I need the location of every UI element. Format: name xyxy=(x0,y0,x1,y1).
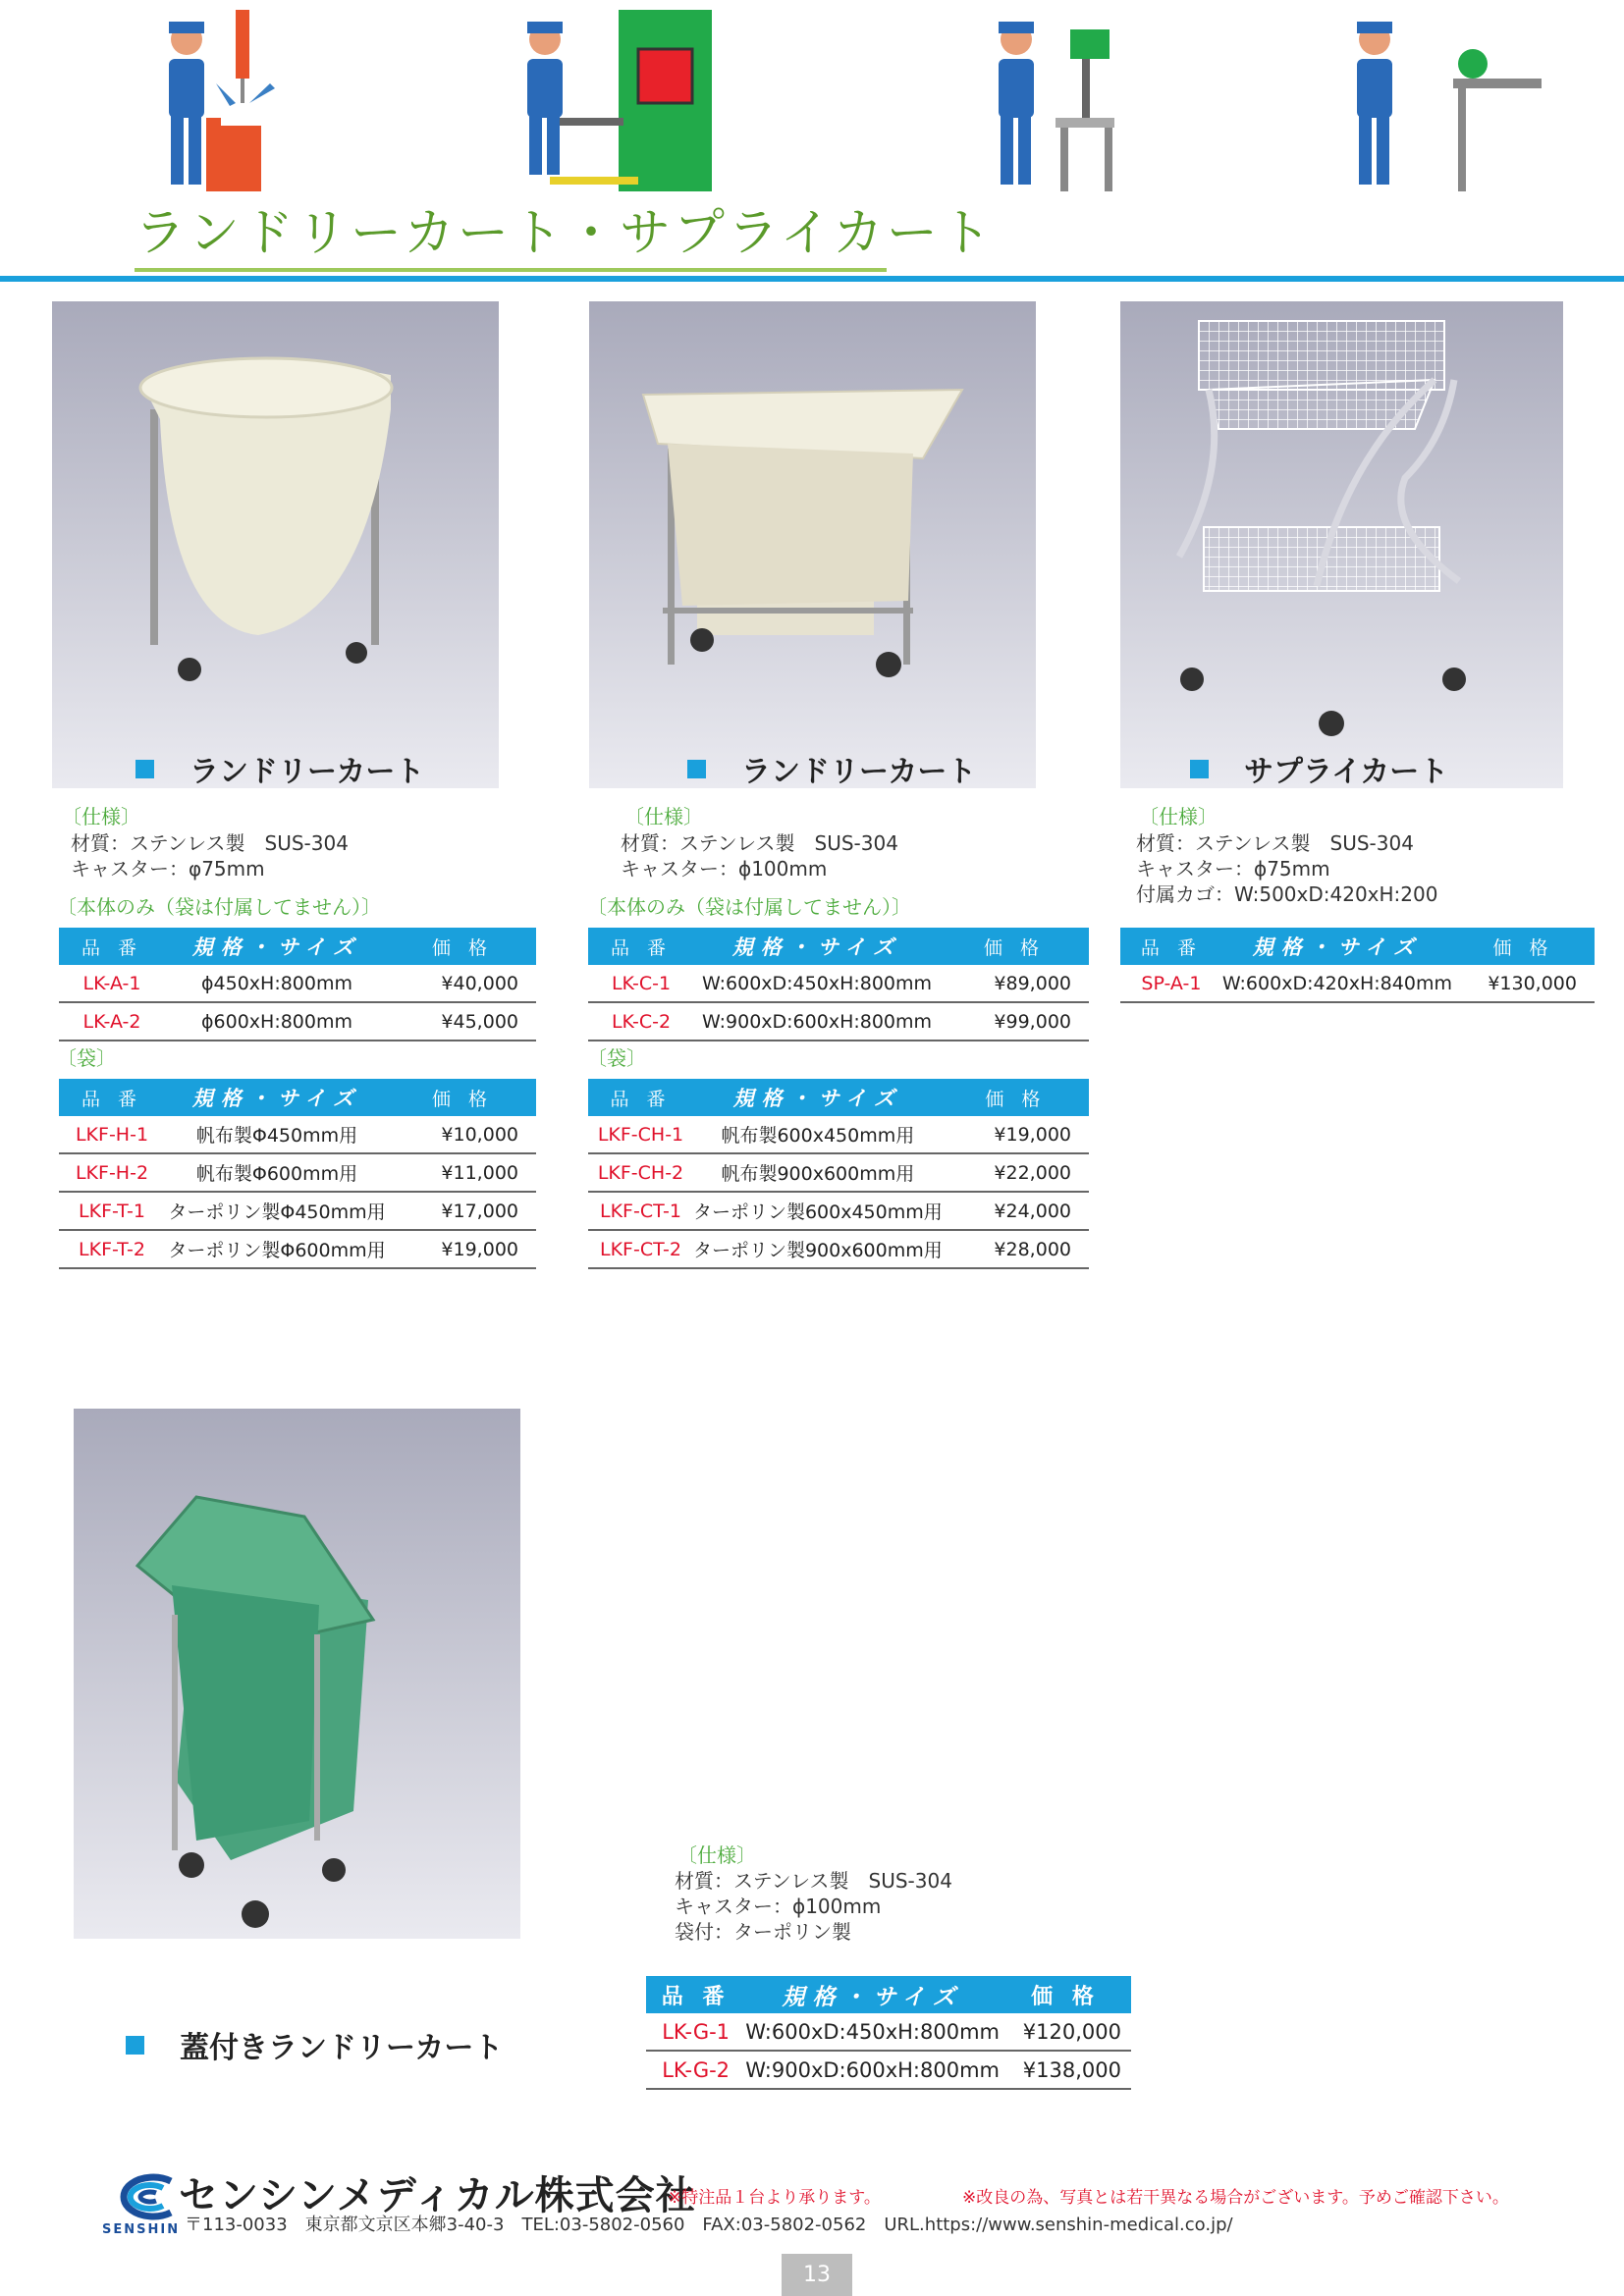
table-row xyxy=(588,965,1089,1002)
body-only-note: 〔本体のみ（袋は付属してません）〕 xyxy=(587,895,911,919)
product-size: ターポリン製Φ600mm用 xyxy=(165,1230,389,1268)
spec-caster: キャスター：φ75mm xyxy=(71,857,265,881)
col-header-price: 価 格 xyxy=(389,928,536,965)
spec-bag: 袋付：ターポリン製 xyxy=(675,1920,851,1944)
product-code: LKF-H-1 xyxy=(59,1116,165,1153)
col-header-code: 品 番 xyxy=(646,1976,745,2013)
price-table xyxy=(1120,928,1595,1003)
product-code: LKF-CT-2 xyxy=(588,1230,693,1268)
col-header-size: 規格・サイズ xyxy=(165,928,389,965)
product-heading-text: ランドリーカート xyxy=(189,755,425,789)
product-code: LKF-H-2 xyxy=(59,1153,165,1192)
table-row xyxy=(59,1153,536,1192)
product-price: ¥99,000 xyxy=(940,1002,1089,1041)
product-photo-round-laundry-cart xyxy=(52,301,499,788)
product-photo-supply-cart xyxy=(1120,301,1563,788)
product-code: LK-A-2 xyxy=(59,1002,165,1041)
product-size: ターポリン製900x600mm用 xyxy=(693,1230,943,1268)
product-photo-square-laundry-cart xyxy=(589,301,1036,788)
worker-machine-illustration xyxy=(527,10,712,191)
product-heading-text: 蓋付きランドリーカート xyxy=(180,2031,504,2065)
product-code: LKF-T-1 xyxy=(59,1192,165,1230)
title-underline xyxy=(135,268,887,272)
photo-disclaimer: ※改良の為、写真とは若干異なる場合がございます。予めご確認下さい。 xyxy=(962,2188,1509,2208)
product-size: W:600xD:450xH:800mm xyxy=(694,965,940,1002)
col-header-size: 規格・サイズ xyxy=(693,1079,943,1116)
product-code: LK-G-2 xyxy=(646,2051,745,2089)
table-row xyxy=(59,1002,536,1041)
bag-price-table xyxy=(588,1079,1089,1269)
col-header-code: 品 番 xyxy=(588,1079,693,1116)
product-code: LKF-T-2 xyxy=(59,1230,165,1268)
product-heading xyxy=(687,755,977,789)
product-code: LK-C-1 xyxy=(588,965,694,1002)
product-size: W:600xD:420xH:840mm xyxy=(1222,965,1452,1002)
table-row xyxy=(646,2051,1131,2089)
table-row xyxy=(59,965,536,1002)
table-row xyxy=(588,1192,1089,1230)
spec-caster: キャスター：ϕ75mm xyxy=(1136,857,1330,881)
spec-caster: キャスター：ϕ100mm xyxy=(621,857,828,881)
price-table xyxy=(588,928,1089,1041)
product-size: 帆布製Φ450mm用 xyxy=(165,1116,389,1153)
product-code: LKF-CT-1 xyxy=(588,1192,693,1230)
product-heading-text: サプライカート xyxy=(1244,755,1449,789)
product-price: ¥28,000 xyxy=(943,1230,1089,1268)
product-code: LK-G-1 xyxy=(646,2013,745,2051)
square-bullet-icon xyxy=(687,760,706,778)
table-row xyxy=(588,1230,1089,1268)
product-size: W:900xD:600xH:800mm xyxy=(745,2051,1000,2089)
col-header-size: 規格・サイズ xyxy=(165,1079,389,1116)
col-header-price: 価 格 xyxy=(943,1079,1089,1116)
spec-material: 材質：ステンレス製 SUS-304 xyxy=(621,831,898,855)
product-code: SP-A-1 xyxy=(1120,965,1222,1002)
spec-basket: 付属カゴ：W:500xD:420xH:200 xyxy=(1136,882,1438,906)
product-heading-text: ランドリーカート xyxy=(741,755,977,789)
product-size: W:600xD:450xH:800mm xyxy=(745,2013,1000,2051)
spec-label: 〔仕様〕 xyxy=(624,805,703,828)
table-row xyxy=(588,1002,1089,1041)
spec-label: 〔仕様〕 xyxy=(677,1843,756,1867)
product-photo-lidded-laundry-cart xyxy=(74,1409,520,1939)
product-code: LK-C-2 xyxy=(588,1002,694,1041)
custom-order-notice: ※特注品１台より承ります。 xyxy=(668,2188,881,2208)
product-heading xyxy=(1190,755,1449,789)
table-row xyxy=(59,1116,536,1153)
company-name: センシンメディカル株式会社 xyxy=(179,2173,696,2218)
logo-subtext: SENSHIN xyxy=(102,2222,181,2237)
square-bullet-icon xyxy=(1190,760,1209,778)
col-header-code: 品 番 xyxy=(1120,928,1222,965)
spec-caster: キャスター：ϕ100mm xyxy=(675,1895,882,1918)
product-size: ϕ450xH:800mm xyxy=(165,965,389,1002)
product-heading xyxy=(135,755,425,789)
product-size: 帆布製Φ600mm用 xyxy=(165,1153,389,1192)
col-header-size: 規格・サイズ xyxy=(1222,928,1452,965)
col-header-code: 品 番 xyxy=(588,928,694,965)
spec-label: 〔仕様〕 xyxy=(62,805,140,828)
header-divider xyxy=(0,276,1624,282)
spec-label: 〔仕様〕 xyxy=(1139,805,1218,828)
product-price: ¥24,000 xyxy=(943,1192,1089,1230)
table-row xyxy=(1120,965,1595,1002)
product-size: W:900xD:600xH:800mm xyxy=(694,1002,940,1041)
page-number: 13 xyxy=(782,2254,852,2296)
col-header-size: 規格・サイズ xyxy=(745,1976,1000,2013)
col-header-price: 価 格 xyxy=(1452,928,1595,965)
spec-material: 材質：ステンレス製 SUS-304 xyxy=(675,1869,952,1893)
product-price: ¥22,000 xyxy=(943,1153,1089,1192)
product-price: ¥19,000 xyxy=(943,1116,1089,1153)
col-header-price: 価 格 xyxy=(940,928,1089,965)
product-code: LKF-CH-1 xyxy=(588,1116,693,1153)
table-row xyxy=(646,2013,1131,2051)
product-price: ¥40,000 xyxy=(389,965,536,1002)
product-price: ¥130,000 xyxy=(1452,965,1595,1002)
product-price: ¥89,000 xyxy=(940,965,1089,1002)
price-table xyxy=(646,1976,1131,2090)
col-header-price: 価 格 xyxy=(389,1079,536,1116)
product-price: ¥19,000 xyxy=(389,1230,536,1268)
product-price: ¥138,000 xyxy=(1000,2051,1131,2089)
product-price: ¥11,000 xyxy=(389,1153,536,1192)
page-title: ランドリーカート・サプライカート xyxy=(135,204,995,263)
product-size: 帆布製900x600mm用 xyxy=(693,1153,943,1192)
bag-note: 〔袋〕 xyxy=(57,1046,116,1070)
col-header-code: 品 番 xyxy=(59,1079,165,1116)
worker-drill-illustration xyxy=(999,22,1114,191)
worker-press-illustration xyxy=(169,10,275,191)
square-bullet-icon xyxy=(126,2036,144,2055)
product-size: ϕ600xH:800mm xyxy=(165,1002,389,1041)
body-only-note: 〔本体のみ（袋は付属してません）〕 xyxy=(57,895,381,919)
table-row xyxy=(59,1230,536,1268)
bag-price-table xyxy=(59,1079,536,1269)
product-code: LK-A-1 xyxy=(59,965,165,1002)
square-bullet-icon xyxy=(135,760,154,778)
product-price: ¥10,000 xyxy=(389,1116,536,1153)
bag-note: 〔袋〕 xyxy=(587,1046,646,1070)
worker-grinder-illustration xyxy=(1357,22,1542,191)
product-price: ¥120,000 xyxy=(1000,2013,1131,2051)
table-row xyxy=(588,1153,1089,1192)
product-price: ¥17,000 xyxy=(389,1192,536,1230)
company-address: 〒113-0033 東京都文京区本郷3-40-3 TEL:03-5802-0560 FAX:03-5802-0562 URL.https://www.senshin-medical.co.jp/ xyxy=(185,2215,1233,2235)
col-header-price: 価 格 xyxy=(1000,1976,1131,2013)
spec-material: 材質：ステンレス製 SUS-304 xyxy=(1136,831,1414,855)
header-illustrations xyxy=(147,10,1542,191)
price-table xyxy=(59,928,536,1041)
company-logo-icon xyxy=(102,2173,177,2220)
spec-material: 材質：ステンレス製 SUS-304 xyxy=(71,831,349,855)
table-row xyxy=(588,1116,1089,1153)
product-size: 帆布製600x450mm用 xyxy=(693,1116,943,1153)
product-heading xyxy=(126,2031,504,2065)
col-header-size: 規格・サイズ xyxy=(694,928,940,965)
table-row xyxy=(59,1192,536,1230)
product-code: LKF-CH-2 xyxy=(588,1153,693,1192)
col-header-code: 品 番 xyxy=(59,928,165,965)
product-size: ターポリン製Φ450mm用 xyxy=(165,1192,389,1230)
worker-illustrations xyxy=(147,10,1542,191)
product-size: ターポリン製600x450mm用 xyxy=(693,1192,943,1230)
product-price: ¥45,000 xyxy=(389,1002,536,1041)
